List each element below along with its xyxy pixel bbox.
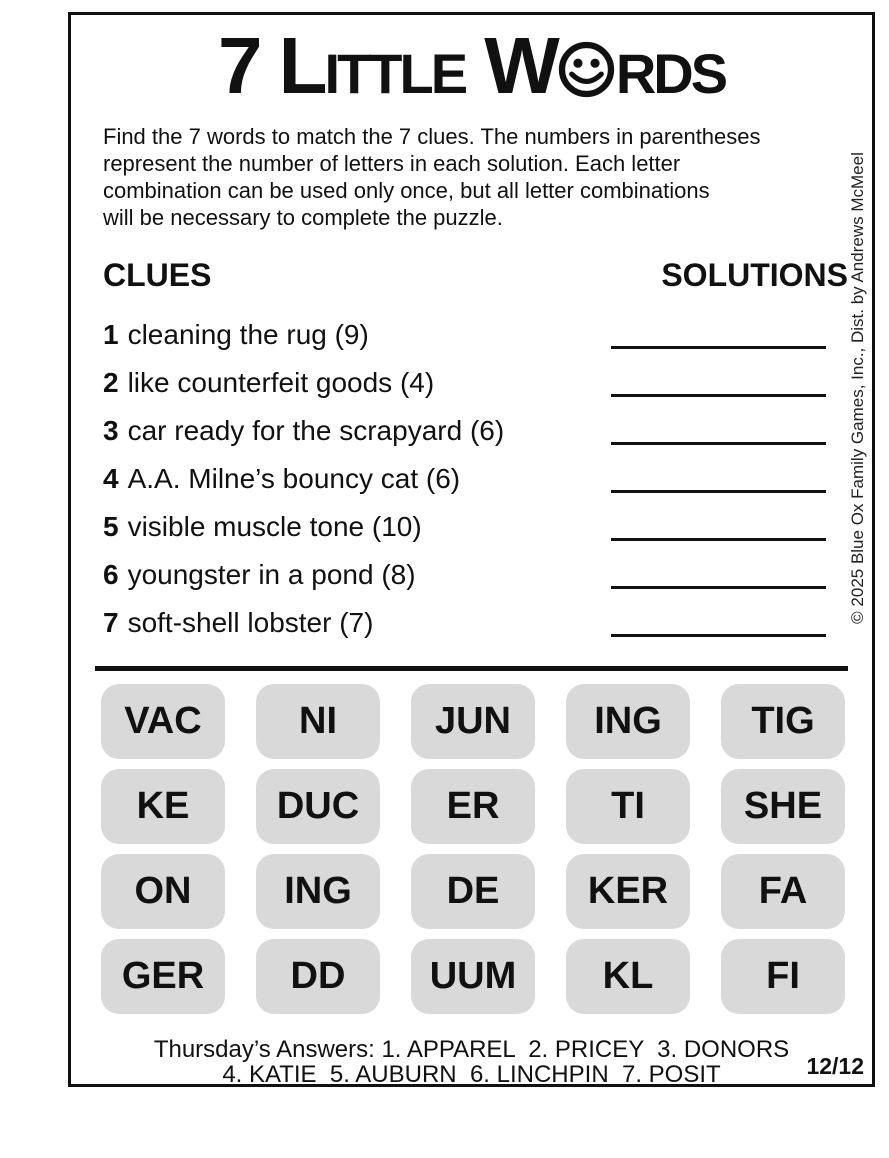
clue-text: soft-shell lobster (7) — [127, 607, 374, 638]
clue-number: 7 — [103, 607, 119, 638]
letter-tile[interactable]: KL — [566, 939, 690, 1014]
instructions-line: will be necessary to complete the puzzle. — [103, 205, 503, 230]
letter-tile[interactable]: FI — [721, 939, 845, 1014]
clue-row — [103, 503, 826, 551]
instructions-line: Find the 7 words to match the 7 clues. The numbers in parentheses — [103, 124, 761, 149]
letter-tile[interactable]: ING — [256, 854, 380, 929]
section-divider — [95, 666, 848, 671]
instructions-line: represent the number of letters in each solution. Each letter — [103, 151, 681, 176]
copyright-text: © 2025 Blue Ox Family Games, Inc., Dist. by Andrews McMeel — [848, 152, 867, 624]
letter-tile[interactable]: UUM — [411, 939, 535, 1014]
clue-text: cleaning the rug (9) — [127, 319, 369, 350]
clue-text: A.A. Milne’s bouncy cat (6) — [127, 463, 461, 494]
solution-blank[interactable] — [611, 586, 826, 589]
smiley-o-icon — [558, 28, 615, 85]
letter-tile[interactable]: DD — [256, 939, 380, 1014]
letter-tile[interactable]: NI — [256, 684, 380, 759]
clue-number: 4 — [103, 463, 119, 494]
solution-blank[interactable] — [611, 442, 826, 445]
title-suffix: rds — [615, 21, 726, 110]
page-title — [71, 23, 872, 109]
solution-blank[interactable] — [611, 538, 826, 541]
letter-tile[interactable]: GER — [101, 939, 225, 1014]
section-headers — [103, 257, 848, 294]
letter-tile[interactable]: KE — [101, 769, 225, 844]
letter-tile[interactable]: TIG — [721, 684, 845, 759]
letter-tile[interactable]: ON — [101, 854, 225, 929]
letter-tile[interactable]: DE — [411, 854, 535, 929]
letter-tile[interactable]: TI — [566, 769, 690, 844]
clue-number: 6 — [103, 559, 119, 590]
letter-tile[interactable]: ER — [411, 769, 535, 844]
clue-row — [103, 599, 826, 647]
letter-tile[interactable]: FA — [721, 854, 845, 929]
solution-blank[interactable] — [611, 394, 826, 397]
previous-answers-line: Thursday’s Answers: 1. APPAREL 2. PRICEY 3. DONORS — [153, 1036, 790, 1063]
clue-text: visible muscle tone (10) — [127, 511, 422, 542]
clue-row — [103, 407, 826, 455]
clue-number: 2 — [103, 367, 119, 398]
solution-blank[interactable] — [611, 490, 826, 493]
solution-blank[interactable] — [611, 634, 826, 637]
instructions — [103, 123, 761, 231]
title-prefix: 7 Little W — [217, 21, 557, 110]
clue-number: 5 — [103, 511, 119, 542]
letter-tile[interactable]: DUC — [256, 769, 380, 844]
letter-tile[interactable]: JUN — [411, 684, 535, 759]
clue-number: 1 — [103, 319, 119, 350]
clue-text: like counterfeit goods (4) — [127, 367, 435, 398]
clue-number: 3 — [103, 415, 119, 446]
solutions-header: SOLUTIONS — [661, 257, 848, 293]
clues-header: CLUES — [103, 257, 212, 293]
clues-list — [103, 311, 826, 647]
clue-row — [103, 359, 826, 407]
clue-row — [103, 551, 826, 599]
letter-tile[interactable]: VAC — [101, 684, 225, 759]
letter-tile[interactable]: KER — [566, 854, 690, 929]
instructions-line: combination can be used only once, but all letter combinations — [103, 178, 710, 203]
puzzle-panel — [68, 12, 875, 1087]
clue-text: car ready for the scrapyard (6) — [127, 415, 505, 446]
solution-blank[interactable] — [611, 346, 826, 349]
previous-answers-line: 4. KATIE 5. AUBURN 6. LINCHPIN 7. POSIT — [222, 1061, 721, 1088]
letter-tile-grid — [101, 684, 845, 1014]
clue-row — [103, 311, 826, 359]
clue-row — [103, 455, 826, 503]
letter-tile[interactable]: ING — [566, 684, 690, 759]
letter-tile[interactable]: SHE — [721, 769, 845, 844]
puzzle-date: 12/12 — [806, 1053, 864, 1079]
clue-text: youngster in a pond (8) — [127, 559, 416, 590]
previous-answers — [71, 1037, 872, 1087]
